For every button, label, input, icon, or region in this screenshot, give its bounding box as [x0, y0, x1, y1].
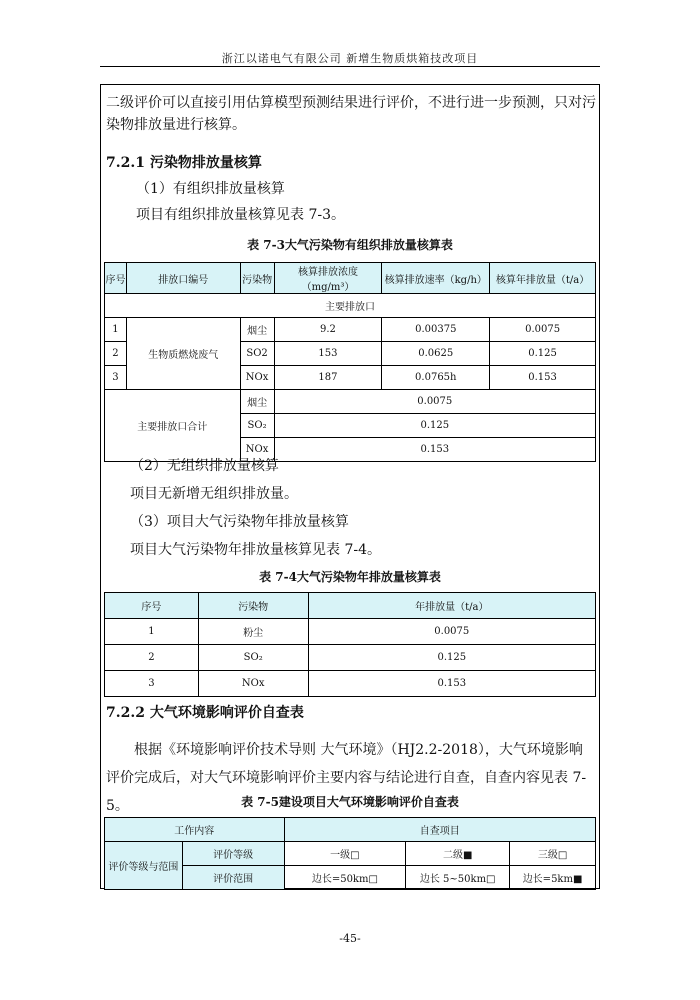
column-header: 序号 [105, 263, 127, 294]
annual-emission: 0.0075 [308, 619, 595, 645]
table-header-row [105, 818, 596, 842]
concentration: 153 [274, 342, 382, 366]
option-cell: 三级□ [510, 842, 596, 866]
column-header: 核算排放浓度（mg/m³） [274, 263, 382, 294]
table-7-4 [104, 592, 596, 697]
paragraph-table-7-3-ref: 项目有组织排放量核算见表 7-3。 [136, 207, 345, 223]
option-cell: 一级□ [284, 842, 406, 866]
subsection-3-title: （3）项目大气污染物年排放量核算 [130, 514, 349, 530]
section-label: 主要排放口 [105, 294, 596, 318]
column-header: 污染物 [240, 263, 274, 294]
row-number: 1 [105, 619, 199, 645]
table-row [105, 645, 596, 671]
item-label: 评价等级 [182, 842, 284, 866]
table-7-3 [104, 262, 596, 462]
header-divider [100, 66, 600, 67]
section-7-2-1-title: 7.2.1 污染物排放量核算 [106, 155, 262, 171]
page-header: 浙江以诺电气有限公司 新增生物质烘箱技改项目 [221, 52, 479, 65]
option-cell: 边长=50km□ [284, 866, 406, 890]
total-value: 0.153 [274, 438, 595, 462]
annual-emission: 0.0075 [490, 318, 596, 342]
pollutant: 粉尘 [198, 619, 308, 645]
section-7-2-2-title: 7.2.2 大气环境影响评价自查表 [106, 705, 304, 721]
subsection-2-title: （2）无组织排放量核算 [130, 458, 279, 474]
column-header: 年排放量（t/a） [308, 593, 595, 619]
emission-rate: 0.0625 [382, 342, 490, 366]
row-number: 2 [105, 645, 199, 671]
total-row [105, 390, 596, 414]
pollutant: SO2 [240, 342, 274, 366]
table-7-3-caption: 表 7-3大气污染物有组织排放量核算表 [247, 238, 453, 252]
row-number: 2 [105, 342, 127, 366]
table-7-5 [104, 817, 596, 890]
paragraph-no-fugitive: 项目无新增无组织排放量。 [130, 486, 298, 502]
table-header-row [105, 263, 596, 294]
section-row [105, 294, 596, 318]
total-label: 主要排放口合计 [105, 390, 241, 462]
column-header: 核算年排放量（t/a） [490, 263, 596, 294]
item-label: 评价范围 [182, 866, 284, 890]
column-header: 排放口编号 [126, 263, 240, 294]
table-row [105, 842, 596, 866]
pollutant: NOx [198, 671, 308, 697]
paragraph-self-check: 根据《环境影响评价技术导则 大气环境》（HJ2.2-2018），大气环境影响评价完成后，对大气环境影响评价主要内容与结论进行自查，自查内容见表 7-5。 [106, 742, 587, 814]
annual-emission: 0.153 [490, 366, 596, 390]
row-number: 3 [105, 366, 127, 390]
concentration: 9.2 [274, 318, 382, 342]
annual-emission: 0.125 [308, 645, 595, 671]
group-label: 评价等级与范围 [105, 842, 183, 890]
pollutant: 烟尘 [240, 390, 274, 414]
source-name: 生物质燃烧废气 [126, 318, 240, 390]
table-header-row [105, 593, 596, 619]
row-number: 3 [105, 671, 199, 697]
pollutant: NOx [240, 366, 274, 390]
concentration: 187 [274, 366, 382, 390]
paragraph-table-7-4-ref: 项目大气污染物年排放量核算见表 7-4。 [130, 542, 381, 558]
column-header: 污染物 [198, 593, 308, 619]
option-cell: 边长 5~50km□ [406, 866, 510, 890]
subsection-1-title: （1）有组织排放量核算 [136, 181, 285, 197]
annual-emission: 0.153 [308, 671, 595, 697]
pollutant: 烟尘 [240, 318, 274, 342]
intro-paragraph: 二级评价可以直接引用估算模型预测结果进行评价，不进行进一步预测，只对污染物排放量进行核算。 [106, 95, 596, 133]
row-number: 1 [105, 318, 127, 342]
annual-emission: 0.125 [490, 342, 596, 366]
page-number: -45- [339, 932, 361, 945]
emission-rate: 0.0765h [382, 366, 490, 390]
option-cell: 边长=5km■ [510, 866, 596, 890]
emission-rate: 0.00375 [382, 318, 490, 342]
pollutant: SO₂ [240, 414, 274, 438]
column-header: 自查项目 [284, 818, 596, 842]
total-value: 0.0075 [274, 390, 595, 414]
pollutant: SO₂ [198, 645, 308, 671]
table-row [105, 671, 596, 697]
column-header: 核算排放速率（kg/h） [382, 263, 490, 294]
column-header: 工作内容 [105, 818, 285, 842]
total-value: 0.125 [274, 414, 595, 438]
table-row [105, 318, 596, 342]
pollutant: NOx [240, 438, 274, 462]
table-7-5-caption: 表 7-5建设项目大气环境影响评价自查表 [241, 795, 459, 809]
option-cell: 二级■ [406, 842, 510, 866]
table-row [105, 619, 596, 645]
column-header: 序号 [105, 593, 199, 619]
table-7-4-caption: 表 7-4大气污染物年排放量核算表 [259, 570, 441, 584]
